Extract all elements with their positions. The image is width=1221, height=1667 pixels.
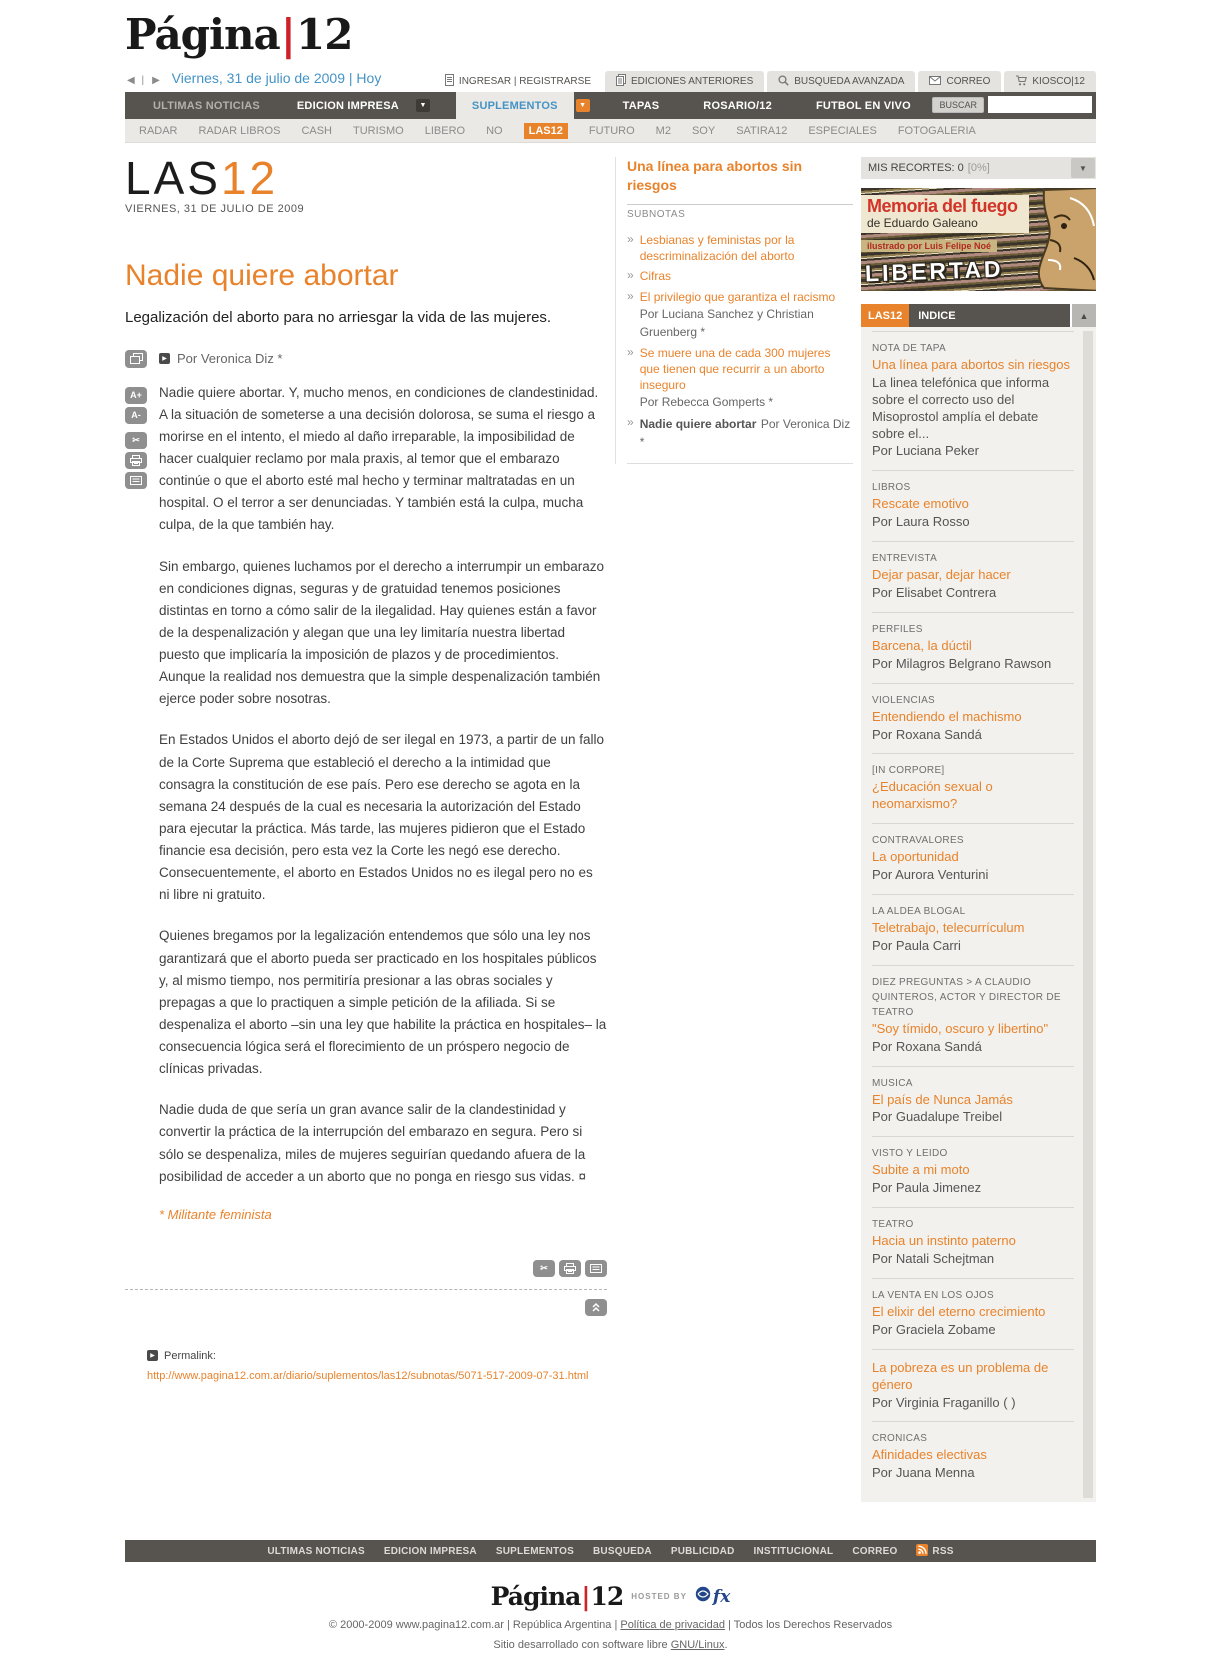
article-deck: Legalización del aborto para no arriesgar la vida de las mujeres. — [125, 308, 552, 326]
index-article-link[interactable]: Subite a mi moto — [872, 1162, 970, 1178]
prev-day-icon[interactable]: ◀ | — [127, 75, 147, 86]
permalink-block — [125, 1350, 607, 1382]
sidebar-column — [861, 157, 1096, 1502]
open-window-icon[interactable] — [125, 350, 147, 368]
logo-left: Página — [490, 1582, 581, 1612]
index-article-link[interactable]: Barcena, la dúctil — [872, 637, 972, 653]
logo-left: Página — [125, 10, 280, 59]
double-chevron-icon: » — [627, 288, 634, 303]
index-section — [872, 823, 1074, 894]
login-register-link[interactable] — [434, 71, 602, 92]
index-article-link[interactable]: El elixir del eterno crecimiento — [872, 1303, 1046, 1319]
pagina12-logo[interactable] — [125, 10, 1096, 59]
busqueda-avanzada-tab[interactable] — [767, 71, 915, 92]
tab-label: EDICIONES ANTERIORES — [631, 76, 754, 87]
divider — [627, 204, 853, 205]
index-byline: Por Juana Menna — [872, 1465, 975, 1481]
utility-tabs — [434, 71, 1096, 92]
play-bullet-icon: ▶ — [147, 1350, 158, 1361]
search-icon — [778, 75, 789, 89]
footer-suplementos[interactable]: SUPLEMENTOS — [495, 1545, 574, 1557]
dashed-divider — [125, 1289, 607, 1290]
copyright-text: © 2000-2009 www.pagina12.com.ar | República Argentina | — [328, 1619, 621, 1632]
index-section — [872, 1066, 1074, 1137]
page — [125, 0, 1096, 1667]
subnota-item-current — [627, 415, 853, 451]
article-tool-rail — [125, 350, 159, 1222]
rss-label: RSS — [932, 1545, 954, 1557]
rss-icon — [916, 1544, 928, 1559]
index-section — [872, 612, 1074, 683]
index-category: [IN CORPORE] — [872, 765, 945, 777]
chevron-down-icon[interactable]: ▼ — [416, 99, 430, 112]
next-day-icon[interactable]: ▶ — [152, 75, 162, 86]
index-brand-badge: LAS12 — [861, 304, 909, 327]
email-icon[interactable] — [585, 1260, 607, 1277]
nav-tapas[interactable]: TAPAS — [622, 99, 660, 112]
article-paragraph: Quienes bregamos por la legalización entendemos que sólo una ley nos garantizará que el aborto pueda ser practicado en los hospitales públicos y, al mismo tiempo, nos permitiría presionar a las obras sociales y prepagas a que lo practiquen a simple petición de la afiliada. Si se despenaliza el aborto –sin una ley que habilite la práctica en hospitales– la consecuencia lógica será el florecimiento de un próspero negocio de clínicas privadas. — [159, 928, 607, 1077]
cart-icon — [1015, 75, 1027, 89]
subnav-m2[interactable]: M2 — [655, 124, 671, 137]
email-icon[interactable] — [125, 472, 147, 489]
footer — [125, 1540, 1096, 1667]
tab-label: KIOSCO|12 — [1032, 76, 1085, 87]
subnota-byline: Por Rebecca Gomperts * — [639, 395, 774, 410]
subnota-link[interactable]: Cifras — [639, 269, 672, 284]
index-category: MUSICA — [872, 1077, 913, 1089]
logo-red-bar: | — [280, 10, 296, 59]
index-category: CRONICAS — [872, 1433, 928, 1445]
fx-wordmark: fx — [712, 1586, 731, 1607]
footer-ultimas-noticias[interactable]: ULTIMAS NOTICIAS — [267, 1545, 365, 1557]
gnu-linux-link[interactable]: GNU/Linux — [670, 1639, 725, 1652]
privacy-policy-link[interactable]: Política de privacidad — [620, 1619, 725, 1632]
supplement-date: VIERNES, 31 DE JULIO DE 2009 — [125, 202, 305, 215]
ad-credit: ilustrado por Luis Felipe Noé — [861, 240, 997, 252]
index-section — [872, 1349, 1074, 1422]
footer-correo[interactable]: CORREO — [852, 1545, 898, 1557]
recortes-percent: [0%] — [967, 162, 990, 174]
index-category: PERFILES — [872, 623, 923, 635]
subnota-link[interactable]: Se muere una de cada 300 mujeres que tienen que recurrir a un aborto inseguro — [639, 345, 831, 393]
las12-masthead — [125, 152, 607, 204]
parent-note-title[interactable]: Una línea para abortos sin riesgos — [627, 158, 803, 193]
nav-suplementos-active-tab[interactable] — [456, 92, 574, 119]
subnota-link[interactable]: Lesbianas y feministas por la descriminalización del aborto — [639, 233, 795, 264]
subnav-satira12[interactable]: SATIRA12 — [736, 124, 788, 137]
index-byline: Por Laura Rosso — [872, 514, 970, 530]
current-date-link[interactable]: Viernes, 31 de julio de 2009 — [171, 70, 345, 86]
search-input[interactable] — [988, 96, 1092, 113]
supplements-nav — [125, 119, 1096, 143]
print-icon[interactable] — [125, 452, 147, 469]
index-section — [872, 470, 1074, 541]
index-article-link[interactable]: Afinidades electivas — [872, 1447, 987, 1463]
tab-label: BUSQUEDA AVANZADA — [794, 76, 905, 87]
rights-text: | Todos los Derechos Reservados — [724, 1619, 893, 1632]
byline-author: Por Veronica Diz * — [177, 351, 283, 367]
index-section — [872, 965, 1074, 1066]
subnota-link[interactable]: El privilegio que garantiza el racismo — [639, 289, 836, 304]
hosted-by-label: HOSTED BY — [631, 1592, 687, 1602]
login-register-label: INGRESAR | REGISTRARSE — [458, 76, 591, 87]
index-byline: Por Roxana Sandá — [872, 1038, 982, 1054]
font-increase-button[interactable]: A+ — [125, 387, 147, 404]
index-byline: Por Virginia Fraganillo ( ) — [872, 1394, 1016, 1410]
index-category: LA ALDEA BLOGAL — [872, 906, 966, 918]
index-byline: Por Paula Jimenez — [872, 1180, 982, 1196]
index-section — [872, 541, 1074, 612]
recortes-dropdown-button[interactable]: ▼ — [1071, 158, 1095, 178]
byline-row — [159, 350, 607, 368]
article-footnote: * Militante feminista — [159, 1206, 272, 1222]
mail-icon — [929, 76, 941, 88]
article-paragraph: Sin embargo, quienes luchamos por el derecho a interrumpir un embarazo en condiciones dignas, seguras y de gratuidad tenemos posiciones distintas en torno a cómo salir de la ilegalidad. Hay quienes están a favor de la despenalización y alegan que una ley limitaría nuestra libertad puesto que implicaría la imposición de plazos y de procedimientos. Aunque la realidad nos demuestra que la simple despenalización también ejerce poder sobre nosotras. — [159, 558, 604, 707]
divider — [627, 463, 853, 464]
index-article-link[interactable]: Dejar pasar, dejar hacer — [872, 567, 1011, 583]
index-category: NOTA DE TAPA — [872, 343, 946, 354]
subnota-current-title: Nadie quiere abortar — [639, 417, 757, 432]
subnav-fotogaleria[interactable]: FOTOGALERIA — [897, 124, 976, 137]
index-category: VIOLENCIAS — [872, 694, 936, 706]
masthead-right: 12 — [220, 152, 279, 204]
index-article-link[interactable]: La oportunidad — [872, 849, 959, 865]
index-scroll-up-button[interactable]: ▲ — [1072, 304, 1096, 327]
subnav-radar[interactable]: RADAR — [139, 124, 178, 137]
footer-pagina12-logo[interactable] — [490, 1582, 624, 1612]
index-article-link[interactable]: ¿Educación sexual o neomarxismo? — [872, 779, 993, 812]
footer-busqueda[interactable]: BUSQUEDA — [593, 1545, 652, 1557]
index-byline: Por Milagros Belgrano Rawson — [872, 655, 1052, 671]
ediciones-anteriores-tab[interactable] — [605, 71, 764, 92]
double-chevron-icon: » — [627, 415, 634, 430]
index-category: LIBROS — [872, 482, 911, 494]
double-chevron-icon: » — [627, 344, 634, 359]
index-article-link[interactable]: Teletrabajo, telecurrículum — [872, 920, 1025, 936]
kiosco-tab[interactable] — [1004, 71, 1096, 92]
index-category: CONTRAVALORES — [872, 835, 964, 847]
subnav-radar-libros[interactable]: RADAR LIBROS — [198, 124, 281, 137]
subnav-soy[interactable]: SOY — [691, 124, 716, 137]
index-byline: Por Graciela Zobame — [872, 1321, 996, 1337]
nav-ultimas-noticias[interactable]: ULTIMAS NOTICIAS — [153, 99, 260, 112]
index-category: VISTO Y LEIDO — [872, 1148, 948, 1160]
permalink-label: Permalink: — [164, 1349, 216, 1362]
index-category: TEATRO — [872, 1219, 914, 1231]
subnav-futuro[interactable]: FUTURO — [588, 124, 635, 137]
mis-recortes-bar — [861, 157, 1096, 179]
ad-headline-block — [861, 195, 1029, 233]
index-category: DIEZ PREGUNTAS > A CLAUDIO QUINTEROS, ACTOR Y DIRECTOR DE TEATRO — [872, 976, 1061, 1018]
chevron-down-icon[interactable]: ▼ — [576, 99, 590, 112]
date-row — [127, 70, 381, 86]
index-article-link[interactable]: El país de Nunca Jamás — [872, 1091, 1013, 1107]
index-teaser: La linea telefónica que informa sobre el correcto uso del Misoprostol amplía el debate sobre el... — [872, 374, 1050, 441]
index-section — [872, 1421, 1074, 1492]
article-column — [125, 152, 607, 1382]
recortes-label: MIS RECORTES: 0 — [868, 162, 964, 174]
subnav-cash[interactable]: CASH — [301, 124, 332, 137]
copyright-line — [125, 1619, 1096, 1631]
ad-libertad-word: LIBERTAD — [864, 255, 1004, 287]
footer-institucional[interactable]: INSTITUCIONAL — [753, 1545, 834, 1557]
clip-scissors-icon[interactable]: ✂ — [533, 1260, 555, 1277]
index-section — [872, 753, 1074, 823]
index-article-link[interactable]: Una línea para abortos sin riesgos — [872, 357, 1071, 372]
index-article-link[interactable]: Hacia un instinto paterno — [872, 1233, 1016, 1249]
logo-red-bar: | — [581, 1582, 590, 1612]
index-byline: Por Elisabet Contrera — [872, 585, 997, 601]
index-section — [872, 331, 1074, 470]
double-chevron-icon: » — [627, 232, 634, 246]
fx-globe-icon — [695, 1586, 711, 1607]
las12-index-header — [861, 304, 1096, 327]
article-paragraph: En Estados Unidos el aborto dejó de ser ilegal en 1973, a partir de un fallo de la Corte Suprema que estableció el derecho a la intimidad que consagra la constitución de ese país. Pero ese derecho se agota en la semana 24 después de la cual es necesaria la autorización del Estado para ejecutar la práctica. Más tarde, las mujeres pidieron que el Estado financie esa decisión, pero esta vez la Corte les negó ese derecho. Consecuentemente, el aborto en Estados Unidos no es ilegal pero no es ni libre ni gratuito. — [159, 732, 605, 903]
subnota-item — [627, 289, 853, 341]
play-bullet-icon: ▶ — [159, 353, 170, 364]
today-link[interactable]: Hoy — [356, 70, 382, 86]
index-scrollbar-track[interactable] — [1083, 331, 1093, 1498]
index-section — [872, 1207, 1074, 1278]
subnota-item — [627, 345, 853, 412]
subnav-libero[interactable]: LIBERO — [424, 124, 466, 137]
logo-right: 12 — [296, 10, 353, 59]
subnota-item — [627, 268, 853, 284]
buscar-button[interactable]: BUSCAR — [932, 97, 984, 113]
index-category: ENTREVISTA — [872, 553, 938, 565]
user-page-icon — [445, 74, 454, 89]
memoria-del-fuego-ad[interactable] — [861, 188, 1096, 291]
subnota-byline: Por Luciana Sanchez y Christian Gruenberg * — [639, 306, 814, 339]
ad-subtitle: de Eduardo Galeano — [867, 216, 978, 230]
index-article-link[interactable]: "Soy tímido, oscuro y libertino" — [872, 1020, 1049, 1036]
index-byline: Por Aurora Venturini — [872, 867, 989, 883]
developed-period: . — [724, 1639, 728, 1652]
nav-suplementos[interactable]: SUPLEMENTOS — [471, 99, 558, 112]
footer-rss[interactable] — [916, 1544, 953, 1559]
index-section — [872, 894, 1074, 965]
subnav-las12-active[interactable]: LAS12 — [524, 123, 568, 139]
header — [125, 10, 1096, 92]
index-category: LA VENTA EN LOS OJOS — [872, 1289, 994, 1301]
subnotas-column — [615, 157, 853, 464]
article-title: Nadie quiere abortar — [125, 258, 399, 292]
font-decrease-button[interactable]: A- — [125, 407, 147, 424]
subnav-no[interactable]: NO — [486, 124, 503, 137]
index-byline: Por Natali Schejtman — [872, 1251, 995, 1267]
subnota-byline: Por Veronica Diz * — [639, 417, 851, 450]
footer-edicion-impresa[interactable]: EDICION IMPRESA — [383, 1545, 477, 1557]
article-paragraph: Nadie quiere abortar. Y, mucho menos, en condiciones de clandestinidad. A la situación de someterse a una decisión dolorosa, se suma el riesgo a morirse en el intento, el miedo al daño irreparable, la imposibilidad de hacer cualquier reclamo por mala praxis, al temor que el embarazo continúe o que el aborto esté mal hecho y terminar maltratadas en un hospital. O el terror a ser denunciadas. Y también está la culpa, mucha culpa, de la que también hay. — [159, 384, 599, 533]
masthead-left: LAS — [125, 152, 221, 204]
main-nav — [125, 92, 1096, 119]
nav-futbol-en-vivo[interactable]: FUTBOL EN VIVO — [815, 99, 911, 112]
date-separator: | — [348, 70, 353, 86]
nav-rosario12[interactable]: ROSARIO/12 — [703, 99, 772, 112]
index-section — [872, 1136, 1074, 1207]
subnotas-label: SUBNOTAS — [627, 209, 686, 220]
index-article-link[interactable]: Entendiendo el machismo — [872, 708, 1022, 724]
subnav-especiales[interactable]: ESPECIALES — [808, 124, 877, 137]
developed-line — [125, 1639, 1096, 1667]
pages-icon — [616, 74, 626, 89]
fx-hosting-logo[interactable] — [695, 1586, 730, 1607]
logo-right: 12 — [590, 1582, 624, 1612]
correo-tab[interactable] — [918, 71, 1001, 92]
index-section — [872, 1278, 1074, 1349]
index-byline: Por Guadalupe Treibel — [872, 1109, 1003, 1125]
article-paragraph: Nadie duda de que sería un gran avance salir de la clandestinidad y convertir la práctica de la interrupción del embarazo en segura. Pero si sólo se despenaliza, miles de mujeres seguirían quedando afuera de la posibilidad de acceder a un aborto que no ponga en riesgo sus vidas. ¤ — [159, 1102, 587, 1184]
index-byline: Por Roxana Sandá — [872, 726, 982, 742]
las12-index-list — [861, 327, 1096, 1502]
print-icon[interactable] — [559, 1260, 581, 1277]
permalink-url[interactable]: http://www.pagina12.com.ar/diario/suplementos/las12/subnotas/5071-517-2009-07-31.html — [147, 1369, 589, 1382]
footer-nav — [125, 1540, 1096, 1562]
developed-text: Sitio desarrollado con software libre — [493, 1639, 671, 1652]
subnav-turismo[interactable]: TURISMO — [353, 124, 404, 137]
double-chevron-icon: » — [627, 268, 634, 283]
index-article-link[interactable]: La pobreza es un problema de género — [872, 1359, 1049, 1392]
footer-publicidad[interactable]: PUBLICIDAD — [670, 1545, 735, 1557]
index-title: INDICE — [909, 304, 1070, 327]
article-bottom-tools — [125, 1260, 607, 1277]
subnota-item — [627, 232, 853, 264]
subnotas-list — [627, 232, 853, 451]
nav-edicion-impresa[interactable]: EDICION IMPRESA — [296, 99, 399, 112]
index-section — [872, 683, 1074, 754]
tab-label: CORREO — [946, 76, 991, 87]
clip-scissors-icon[interactable]: ✂ — [125, 432, 147, 449]
index-article-link[interactable]: Rescate emotivo — [872, 496, 969, 512]
index-byline: Por Luciana Peker — [872, 443, 979, 459]
back-to-top-button[interactable] — [585, 1299, 607, 1316]
index-byline: Por Paula Carri — [872, 937, 961, 953]
ad-title: Memoria del fuego — [867, 196, 1018, 216]
